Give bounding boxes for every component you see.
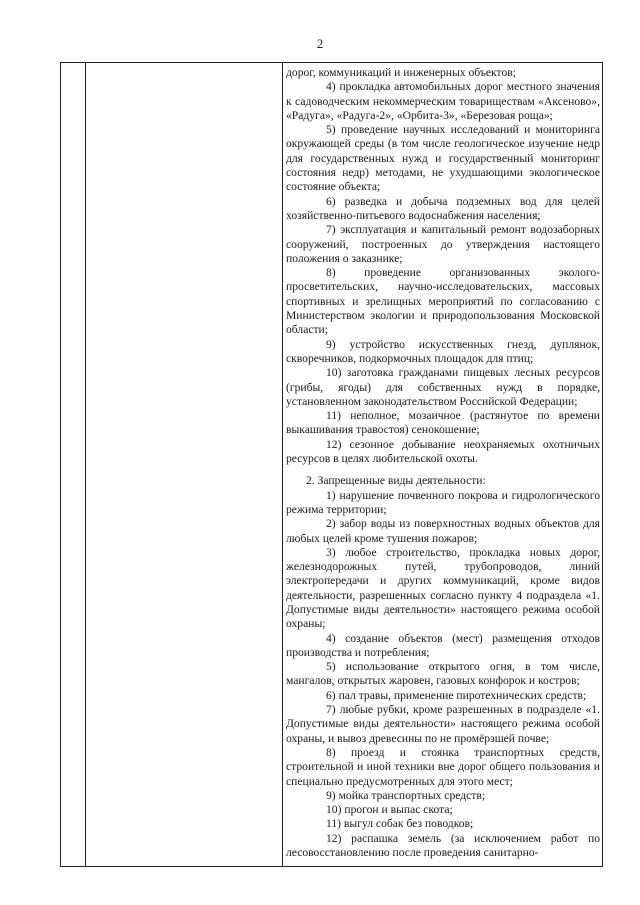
item-number: 2) [326,517,336,531]
item-text: устройство искусственных гнезд, дуплянок, скворечников, подкормочных площадок для птиц; [286,337,600,365]
list-item [286,266,600,337]
list-item [286,80,600,123]
item-text: эксплуатация и капитальный ремонт водозаборных сооружений, построенных до утверждения настоящего положения о заказнике; [286,223,600,265]
column-divider-1 [85,63,86,866]
prohibited-activities-list [286,489,600,861]
item-number: 9) [326,788,336,802]
item-text: проезд и стоянка транспортных средств, строительной и иной техники вне дорог общего пользования и специально предусмотренных для этого мест; [286,745,600,788]
item-text: выгул собак без поводков; [341,817,474,831]
item-number: 7) [326,223,336,237]
item-number: 4) [326,631,336,645]
item-text: проведение научных исследований и мониторинга окружающей среды (в том числе геологическое изучение недр для государственных нужд и государственный мониторинг состояния недр) методами, не ухудшающими экологическое состояние объекта; [286,123,600,194]
list-item [286,366,600,409]
prohibited-heading: 2. Запрещенные виды деятельности: [306,474,486,488]
item-text: неполное, мозаичное (растянутое по времени выкашивания травостоя) сенокошение; [286,409,600,437]
item-text: создание объектов (мест) размещения отходов производства и потребления; [286,631,600,659]
item-number: 8) [326,745,336,759]
item-text: использование открытого огня, в том числе, мангалов, открытых жаровен, газовых конфорок и костров; [286,660,600,688]
item-number: 5) [326,123,336,137]
regime-text-column [286,66,600,860]
item-number: 3) [326,545,336,559]
item-number: 8) [326,266,336,280]
item-number: 11) [326,409,342,423]
item-number: 4) [326,80,336,94]
list-item [286,832,600,861]
item-text: пал травы, применение пиротехнических средств; [335,688,587,702]
item-number: 12) [326,831,342,845]
item-number: 5) [326,660,336,674]
list-item [286,223,600,266]
column-divider-2 [282,63,283,866]
list-item [286,338,600,367]
item-text: разведка и добыча подземных вод для целей хозяйственно-питьевого водоснабжения населения; [286,194,600,222]
item-text: прогон и выпас скота; [341,803,453,817]
item-text: распашка земель (за исключением работ по лесовосстановлению после проведения санитарно- [286,831,600,860]
list-item [286,123,600,194]
item-number: 10) [326,366,342,380]
allowed-activities-list [286,80,600,466]
list-item [286,660,600,689]
list-item [286,409,600,438]
list-item [286,789,600,803]
list-item [286,517,600,546]
list-item [286,703,600,746]
item-text: любое строительство, прокладка новых дорог, железнодорожных путей, трубопроводов, линий электропередачи и других коммуникаций, кроме видов деятельности, разрешенных согласно пункту 4 подраздела «1. Допустимые виды деятельности» настоящего режима особой охраны; [286,545,600,631]
page-number: 2 [316,36,324,51]
list-item [286,632,600,661]
item-number: 7) [326,703,336,717]
item-text: любые рубки, кроме разрешенных в подразделе «1. Допустимые виды деятельности» настоящего режима особой охраны, и вывоз древесины по не промёрзшей почве; [286,703,600,745]
item-number: 1) [326,488,336,502]
item-text: прокладка автомобильных дорог местного значения к садоводческим некоммерческим товариществам «Аксеново», «Радуга», «Радуга-2», «Орбита-3», «Березовая роща»; [286,80,600,122]
list-item [286,438,600,467]
item-text: мойка транспортных средств; [335,788,486,802]
item-text: заготовка гражданами пищевых лесных ресурсов (грибы, ягоды) для собственных нужд в порядке, установленном законодательством Российской Федерации; [286,366,600,408]
item-number: 12) [326,437,342,451]
list-item [286,689,600,703]
item-number: 10) [326,803,342,817]
item-number: 6) [326,688,336,702]
list-item [286,803,600,817]
list-item [286,746,600,789]
item-text: проведение организованных эколого-просветительских, научно-исследовательских, массовых спортивных и зрелищных мероприятий по согласованию с Министерством экологии и природопользования Московской области; [286,266,600,337]
list-item [286,195,600,224]
item-text: забор воды из поверхностных водных объектов для любых целей кроме тушения пожаров; [286,517,600,545]
item-number: 9) [326,337,336,351]
list-item [286,546,600,632]
item-text: нарушение почвенного покрова и гидрологического режима территории; [286,488,600,516]
item-text: сезонное добывание неохраняемых охотничьих ресурсов в целях любительской охоты. [286,437,600,466]
item-number: 6) [326,194,336,208]
item-number: 11) [326,817,342,831]
continuation-line: дорог, коммуникаций и инженерных объектов; [286,66,516,79]
list-item [286,489,600,518]
list-item [286,817,600,831]
